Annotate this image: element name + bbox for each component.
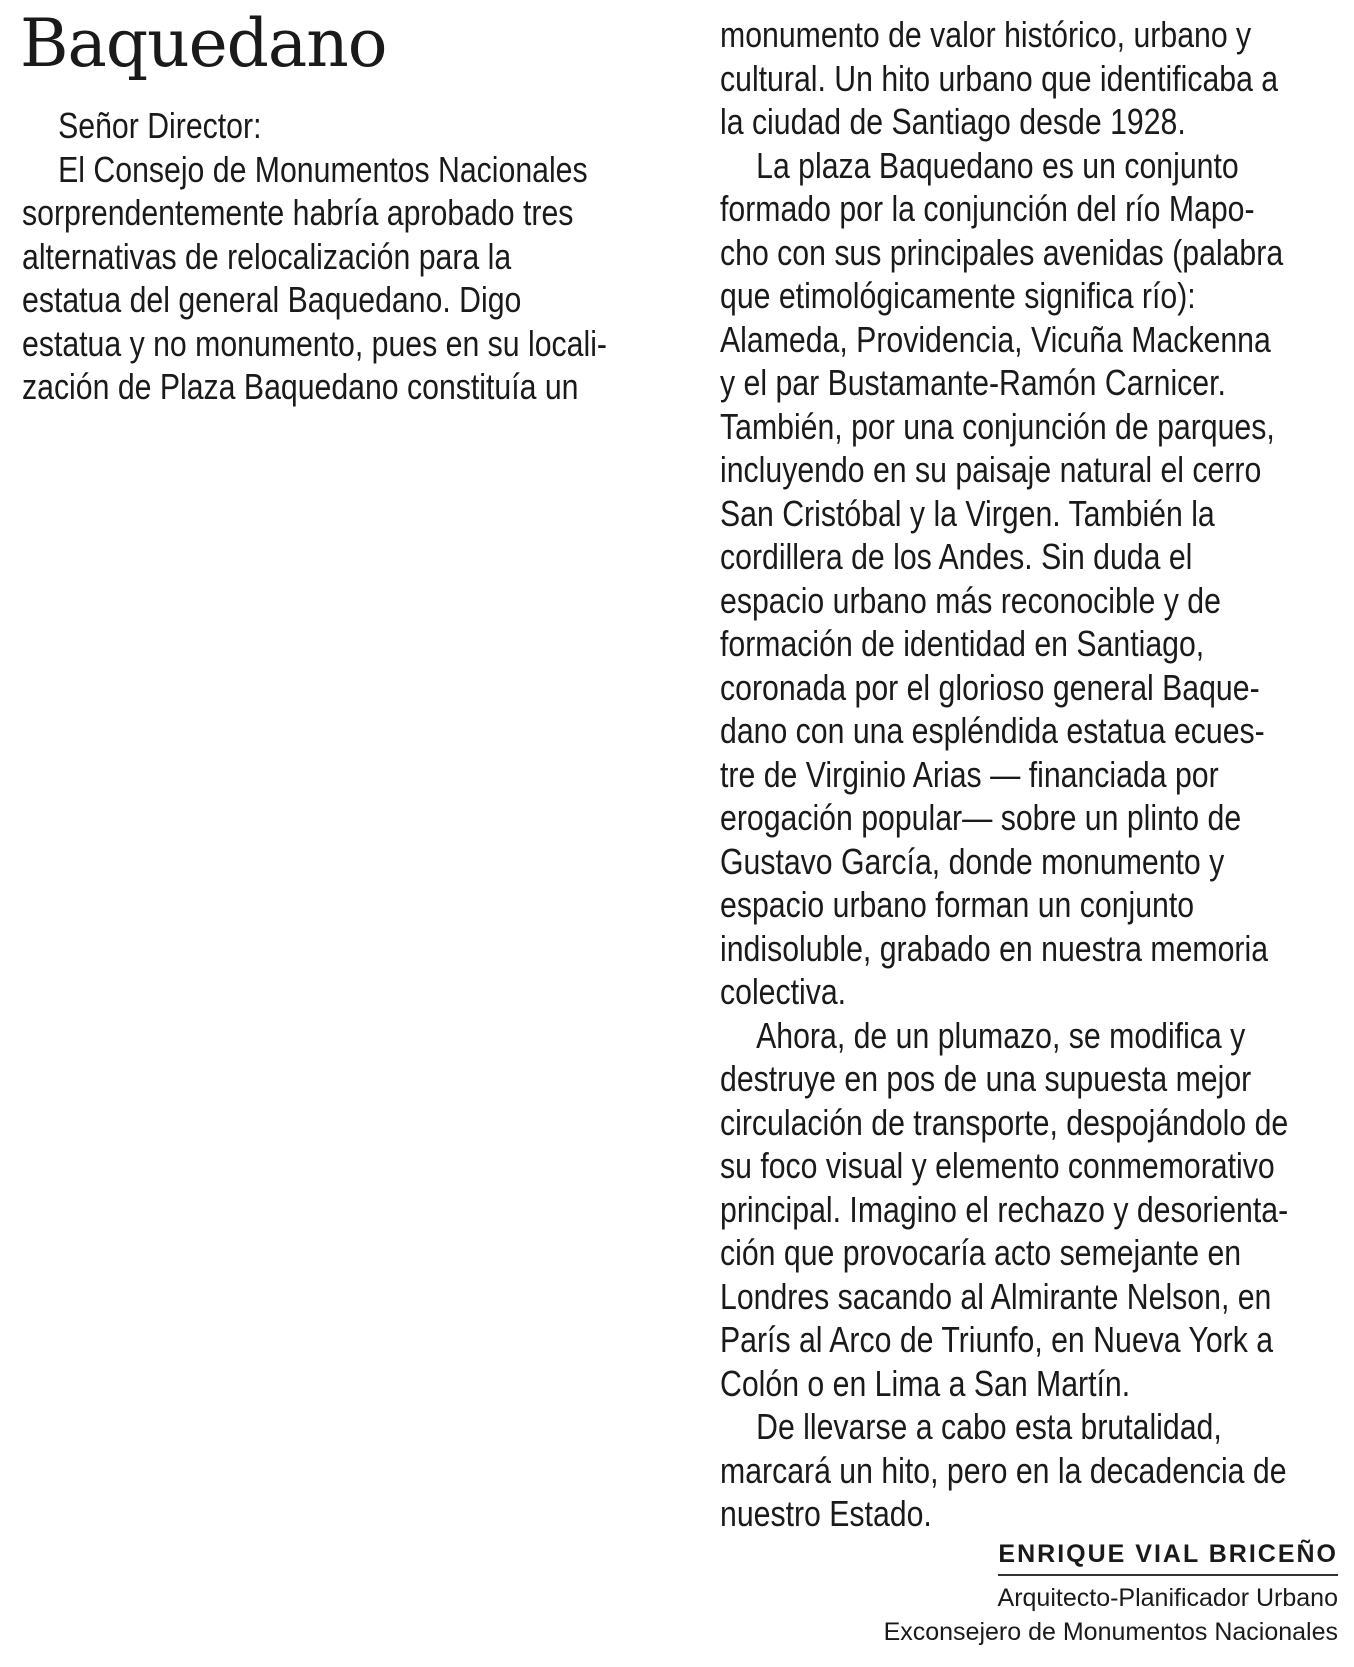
author-role: Exconsejero de Monumentos Nacionales bbox=[883, 1618, 1338, 1646]
body-line: coronada por el glorioso general Baque- bbox=[720, 666, 1260, 708]
body-line: que etimológicamente significa río): bbox=[720, 275, 1196, 316]
body-line: sorprendentemente habría aprobado tres bbox=[22, 192, 574, 233]
body-line: formado por la conjunción del río Mapo- bbox=[720, 188, 1255, 229]
body-line: marcará un hito, pero en la decadencia de bbox=[720, 1449, 1287, 1491]
body-line: erogación popular— sobre un plinto de bbox=[720, 797, 1242, 838]
body-line: monumento de valor histórico, urbano y bbox=[720, 14, 1252, 55]
body-line: y el par Bustamante-Ramón Carnicer. bbox=[720, 362, 1226, 403]
body-line: destruye en pos de una supuesta mejor bbox=[720, 1058, 1252, 1099]
body-line: principal. Imagino el rechazo y desorienta- bbox=[720, 1188, 1289, 1230]
body-line: circulación de transporte, despojándolo de bbox=[720, 1101, 1289, 1143]
body-line: Colón o en Lima a San Martín. bbox=[720, 1362, 1131, 1404]
body-line: Ahora, de un plumazo, se modifica y bbox=[756, 1014, 1246, 1056]
body-line: la ciudad de Santiago desde 1928. bbox=[720, 101, 1186, 142]
body-line: También, por una conjunción de parques, bbox=[720, 405, 1275, 447]
body-line: alternativas de relocalización para la bbox=[22, 235, 512, 277]
body-line: Alameda, Providencia, Vicuña Mackenna bbox=[720, 318, 1271, 360]
body-line: Londres sacando al Almirante Nelson, en bbox=[720, 1275, 1272, 1317]
left-column bbox=[22, 104, 607, 409]
body-line: dano con una espléndida estatua ecues- bbox=[720, 710, 1265, 751]
body-line: estatua del general Baquedano. Digo bbox=[22, 279, 522, 320]
author-name: ENRIQUE VIAL BRICEÑO bbox=[998, 1538, 1338, 1576]
body-line: espacio urbano forman un conjunto bbox=[720, 884, 1195, 925]
body-line: indisoluble, grabado en nuestra memoria bbox=[720, 927, 1269, 969]
body-line: su foco visual y elemento conmemorativo bbox=[720, 1145, 1275, 1186]
body-line: espacio urbano más reconocible y de bbox=[720, 579, 1221, 621]
body-line: zación de Plaza Baquedano constituía un bbox=[22, 366, 579, 407]
letter-title: Baquedano bbox=[20, 5, 387, 82]
body-line: cordillera de los Andes. Sin duda el bbox=[720, 536, 1193, 577]
author-role: Arquitecto-Planificador Urbano bbox=[997, 1584, 1338, 1612]
body-line: cho con sus principales avenidas (palabra bbox=[720, 231, 1284, 273]
body-line: cultural. Un hito urbano que identificaba a bbox=[720, 57, 1279, 99]
body-line: La plaza Baquedano es un conjunto bbox=[756, 144, 1239, 186]
body-line: ción que provocaría acto semejante en bbox=[720, 1232, 1242, 1273]
body-line: estatua y no monumento, pues en su locali- bbox=[22, 322, 607, 364]
salutation: Señor Director: bbox=[58, 105, 262, 146]
body-line: París al Arco de Triunfo, en Nueva York a bbox=[720, 1319, 1274, 1360]
body-line: formación de identidad en Santiago, bbox=[720, 623, 1205, 664]
body-line: incluyendo en su paisaje natural el cerro bbox=[720, 449, 1262, 490]
body-line: nuestro Estado. bbox=[720, 1493, 932, 1534]
body-line: colectiva. bbox=[720, 971, 847, 1012]
body-line: De llevarse a cabo esta brutalidad, bbox=[756, 1406, 1222, 1447]
body-line: San Cristóbal y la Virgen. También la bbox=[720, 492, 1215, 534]
body-line: tre de Virginio Arias — financiada por bbox=[720, 753, 1219, 795]
body-line: Gustavo García, donde monumento y bbox=[720, 840, 1225, 882]
body-line: El Consejo de Monumentos Nacionales bbox=[58, 148, 588, 190]
right-column bbox=[720, 13, 1288, 1536]
